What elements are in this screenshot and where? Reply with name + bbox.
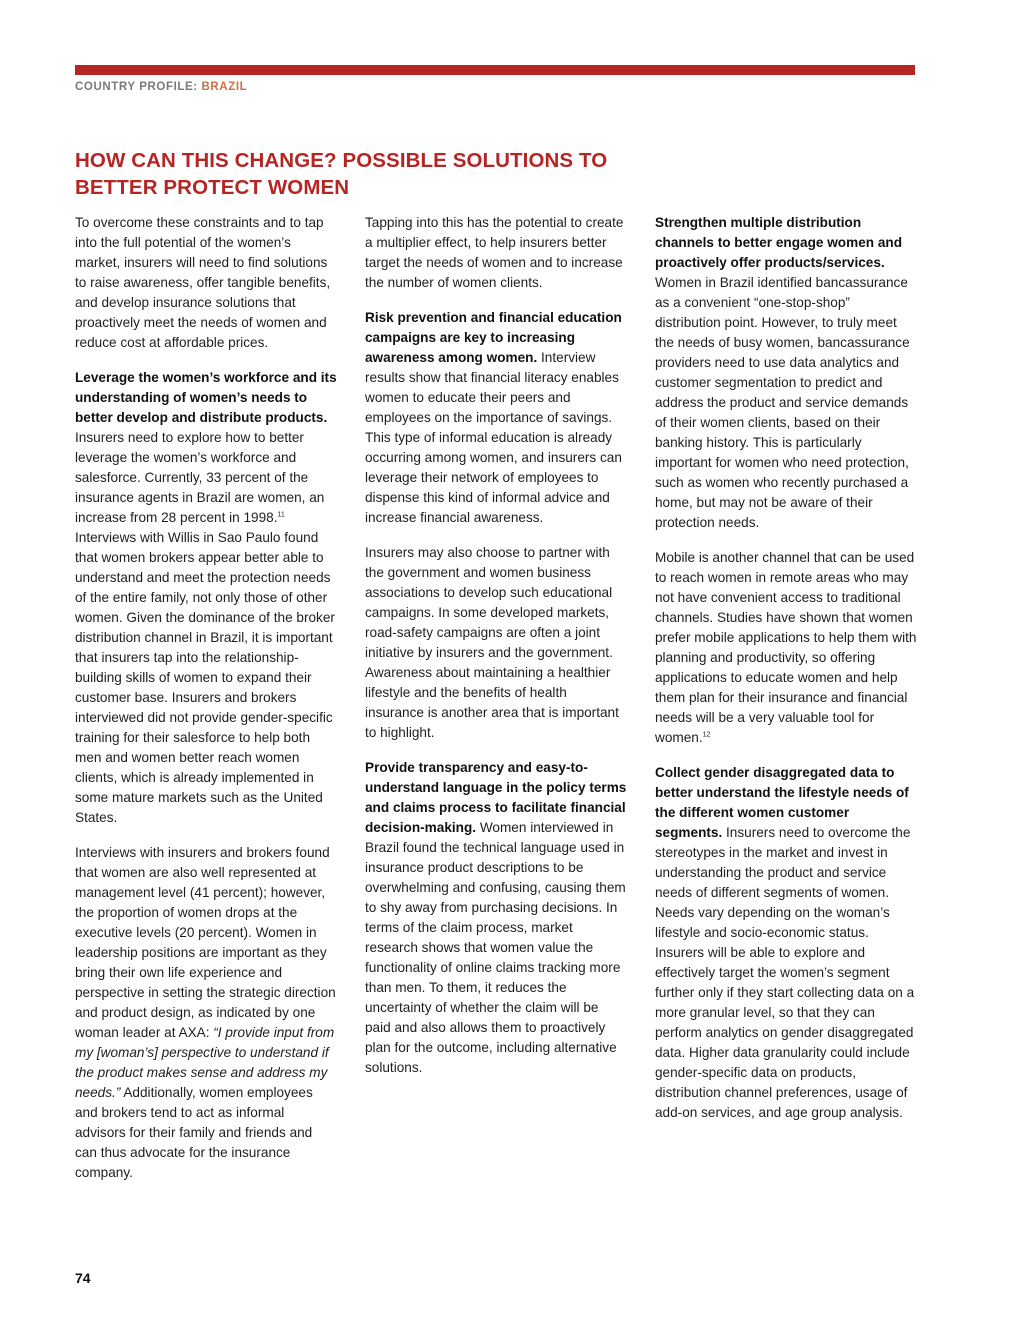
header-rule <box>75 65 915 75</box>
paragraph: Mobile is another channel that can be used to reach women in remote areas who may not have convenient access to traditional channels. Studies have shown that women prefer mobile applications to help them with planning and productivity, so offering applications to educate women and help them plan for their insurance and financial needs will be a very valuable tool for women.$^{12}$ <box>655 550 917 745</box>
paragraph: Insurers may also choose to partner with the government and women business associations to develop such educational campaigns. In some developed markets, road-safety campaigns are often a joint initiative by insurers and the government. Awareness about maintaining a healthier lifestyle and the benefits of health insurance is another area that is important to highlight. <box>365 545 619 740</box>
column-1 <box>75 213 337 1198</box>
paragraph: Leverage the women’s workforce and its understanding of women’s needs to better develop and distribute products. Insurers need to explore how to better leverage the women’s workforce and salesforce. Currently, 33 percent of the insurance agents in Brazil are women, an increase from 28 percent in 1998.11 Interviews with Willis in Sao Paulo found that women brokers appear better able to understand and meet the protection needs of the entire family, not only those of other women. Given the dominance of the broker distribution channel in Brazil, it is important that insurers tap into the relationship-building skills of women to expand their customer base. Insurers and brokers interviewed did not provide gender-specific training for their salesforce to help both men and women better reach women clients, which is already implemented in some mature markets such as the United States. <box>75 370 337 825</box>
column-2 <box>365 213 627 1093</box>
paragraph: Strengthen multiple distribution channels to better engage women and proactively offer products/services. Women in Brazil identified bancassurance as a convenient “one-stop-shop” distribution point. However, to truly meet the needs of busy women, bancassurance providers need to use data analytics and customer segmentation to predict and address the product and service demands of their women clients, based on their banking history. This is particularly important for women who need protection, such as women who recently purchased a home, but may not be aware of their protection needs. <box>655 215 910 530</box>
paragraph-lead: Risk prevention and financial education campaigns are key to increasing awareness among women. <box>365 310 622 365</box>
section-heading: HOW CAN THIS CHANGE? POSSIBLE SOLUTIONS TO BETTER PROTECT WOMEN <box>75 149 608 199</box>
paragraph: Interviews with insurers and brokers found that women are also well represented at management level (41 percent); however, the proportion of women drops at the executive levels (20 percent). Women in leadership positions are important as they bring their own life experience and perspective in setting the strategic direction and product design, as indicated by one woman leader at AXA: “I provide input from my [woman’s] perspective to understand if the product makes sense and address my needs.” Additionally, women employees and brokers tend to act as informal advisors for their family and friends and can thus advocate for the insurance company. <box>75 845 336 1180</box>
paragraph-lead: Provide transparency and easy-to-understand language in the policy terms and claims process to facilitate financial decision-making. <box>365 760 627 835</box>
paragraph-lead: Leverage the women’s workforce and its understanding of women’s needs to better develop and distribute products. <box>75 370 337 425</box>
column-3 <box>655 213 917 1138</box>
paragraph: Collect gender disaggregated data to better understand the lifestyle needs of the different women customer segments. Insurers need to overcome the stereotypes in the market and invest in understanding the product and service needs of different segments of women. Needs vary depending on the woman’s lifestyle and socio-economic status. Insurers will be able to explore and effectively target the women’s segment further only if they start collecting data on a more granular level, so that they can perform analytics on gender disaggregated data. Higher data granularity could include gender-specific data on products, distribution channel preferences, usage of add-on services, and age group analysis. <box>655 765 915 1120</box>
paragraph-lead: Collect gender disaggregated data to better understand the lifestyle needs of the different women customer segments. <box>655 765 909 840</box>
paragraph: Risk prevention and financial education campaigns are key to increasing awareness among women. Interview results show that financial literacy enables women to educate their peers and employees on the importance of savings. This type of informal education is already occurring among women, and insurers can leverage their network of employees to dispense this kind of informal advice and increase financial awareness. <box>365 310 622 525</box>
paragraph: Provide transparency and easy-to-understand language in the policy terms and claims process to facilitate financial decision-making. Women interviewed in Brazil found the technical language used in insurance product descriptions to be overwhelming and confusing, causing them to shy away from purchasing decisions. In terms of the claim process, market research shows that women value the functionality of online claims tracking more than men. To them, it reduces the uncertainty of whether the claim will be paid and also allows them to proactively plan for the outcome, including alternative solutions. <box>365 760 627 1075</box>
paragraph: Tapping into this has the potential to create a multiplier effect, to help insurers better target the needs of women and to increase the number of women clients. <box>365 215 624 290</box>
footnote-ref: 12 <box>702 731 711 739</box>
footnote-ref: 11 <box>277 511 285 519</box>
quote: “I provide input from my [woman’s] perspective to understand if the product makes sense and address my needs.” <box>75 1025 335 1100</box>
paragraph-lead: Strengthen multiple distribution channels to better engage women and proactively offer products/services. <box>655 215 902 270</box>
country-profile-label <box>75 81 247 93</box>
page-number: 74 <box>75 1270 91 1286</box>
paragraph: To overcome these constraints and to tap into the full potential of the women’s market, insurers will need to find solutions to raise awareness, offer tangible benefits, and develop insurance solutions that proactively meet the needs of women and reduce cost at affordable prices. <box>75 215 331 350</box>
profile-country: BRAZIL <box>201 81 248 93</box>
profile-prefix: COUNTRY PROFILE: <box>75 81 202 93</box>
